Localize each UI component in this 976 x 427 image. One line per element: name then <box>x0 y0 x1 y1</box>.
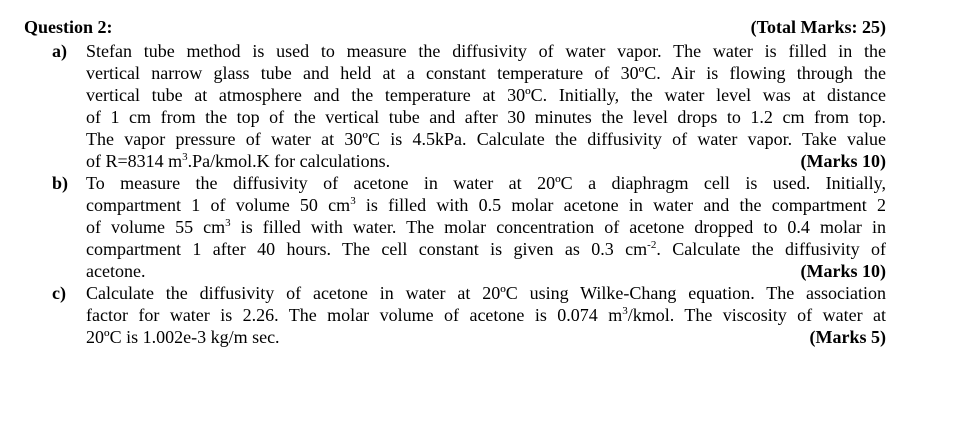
part-b-label: b) <box>52 173 69 193</box>
part-b-line-5-text: acetone. <box>86 261 146 281</box>
part-b-line-2: compartment 1 of volume 50 $cm^3$ is filled with 0.5 molar acetone in water and the compartment 2 <box>86 195 886 215</box>
part-c <box>52 282 886 348</box>
part-a-line-6 <box>86 150 886 172</box>
part-a-label: a) <box>52 41 67 61</box>
part-b-line-5 <box>86 260 886 282</box>
question-header <box>24 16 886 38</box>
part-a-line-1: Stefan tube method is used to measure the diffusivity of water vapor. The water is filled in the <box>86 41 886 61</box>
part-c-line-1: Calculate the diffusivity of acetone in water at 20ºC using Wilke-Chang equation. The association <box>86 283 886 303</box>
question-title: Question 2: <box>24 17 113 37</box>
part-b-line-4: compartment 1 after 40 hours. The cell constant is given as 0.3 $cm^{-2}$. Calculate the diffusivity of <box>86 239 886 259</box>
total-marks: (Total Marks: 25) <box>750 17 886 37</box>
part-c-line-3-text: 20ºC is 1.002e-3 kg/m sec. <box>86 327 280 347</box>
part-a-line-2: vertical narrow glass tube and held at a constant temperature of 30ºC. Air is flowing through the <box>86 63 886 83</box>
part-c-line-2: factor for water is 2.26. The molar volume of acetone is 0.074 $m^3$/kmol. The viscosity of water at <box>86 305 886 325</box>
part-a-line-6-text: of R=8314 $m^3.Pa/kmol.K$ for calculations. <box>86 151 391 171</box>
part-c-label: c) <box>52 283 66 303</box>
part-b <box>52 172 886 282</box>
part-b-line-3: of volume 55 $cm^3$ is filled with water. The molar concentration of acetone dropped to 0.4 molar in <box>86 217 886 237</box>
part-b-line-1: To measure the diffusivity of acetone in water at 20ºC a diaphragm cell is used. Initially, <box>86 173 886 193</box>
part-a <box>52 40 886 172</box>
part-a-line-3: vertical tube at atmosphere and the temperature at 30ºC. Initially, the water level was at distance <box>86 85 886 105</box>
part-a-line-4: of 1 cm from the top of the vertical tube and after 30 minutes the level drops to 1.2 cm from top. <box>86 107 886 127</box>
part-a-line-5: The vapor pressure of water at 30ºC is 4.5kPa. Calculate the diffusivity of water vapor. Take value <box>86 129 886 149</box>
part-a-marks: (Marks 10) <box>800 151 886 171</box>
part-c-line-3 <box>86 326 886 348</box>
part-c-marks: (Marks 5) <box>809 327 886 347</box>
part-b-marks: (Marks 10) <box>800 261 886 281</box>
